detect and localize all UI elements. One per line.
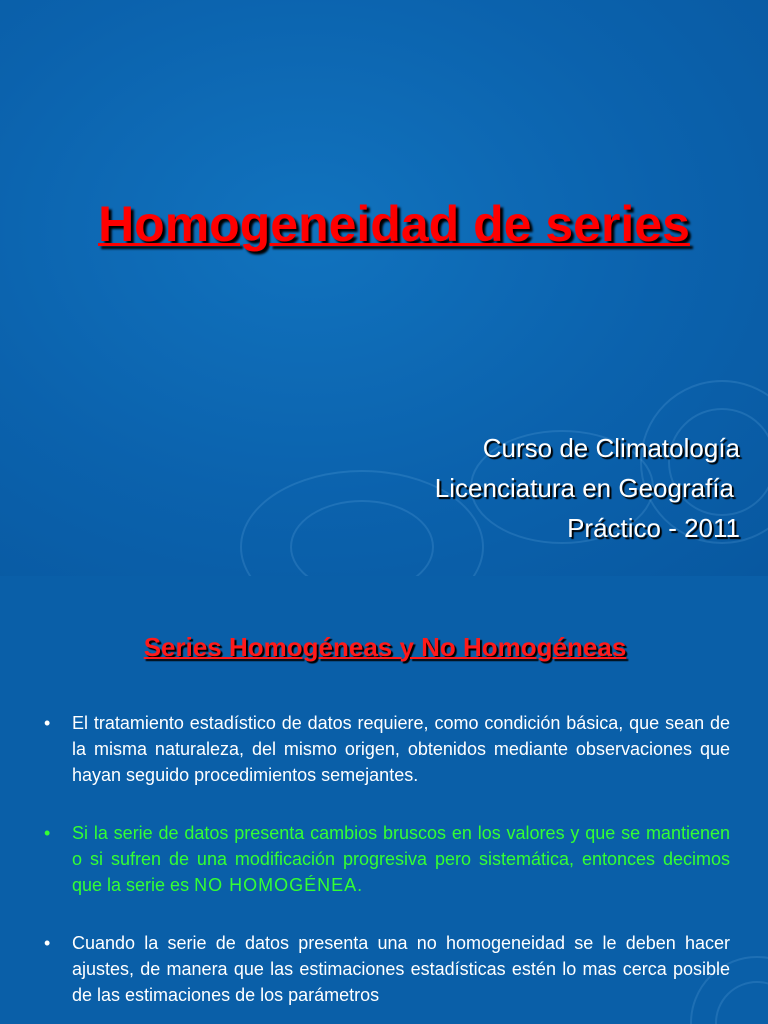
bullet-icon: • [44, 713, 51, 733]
bullet-text: Cuando la serie de datos presenta una no homogeneidad se le deben hacer ajustes, de manera que las estimaciones estadísticas estén lo mas cerca posible de las estimaciones de los parámetros [72, 933, 730, 1005]
slide-title: Homogeneidad de series [98, 196, 690, 252]
bullet-item [0, 820, 768, 898]
bullet-item [0, 710, 768, 788]
bullet-icon: • [44, 823, 51, 843]
subtitle-course: Curso de Climatología [482, 433, 740, 463]
slide-heading: Series Homogéneas y No Homogéneas [143, 632, 627, 662]
subtitle-practical: Práctico - 2011 [567, 513, 740, 543]
content-slide [0, 576, 768, 1024]
bullet-text: Si la serie de datos presenta cambios bruscos en los valores y que se mantienen o si sufren de una modificación progresiva pero sistemática, entonces decimos que la serie es [72, 823, 730, 895]
bullet-text: El tratamiento estadístico de datos requiere, como condición básica, que sean de la misma naturaleza, del mismo origen, obtenidos mediante observaciones que hayan seguido procedimientos semejantes. [72, 713, 730, 785]
bullet-list [0, 710, 768, 1024]
bullet-item [0, 930, 768, 1008]
bullet-icon: • [44, 933, 51, 953]
subtitle-degree: Licenciatura en Geografía [434, 473, 734, 503]
bullet-emphasis: NO HOMOGÉNEA. [194, 875, 364, 895]
